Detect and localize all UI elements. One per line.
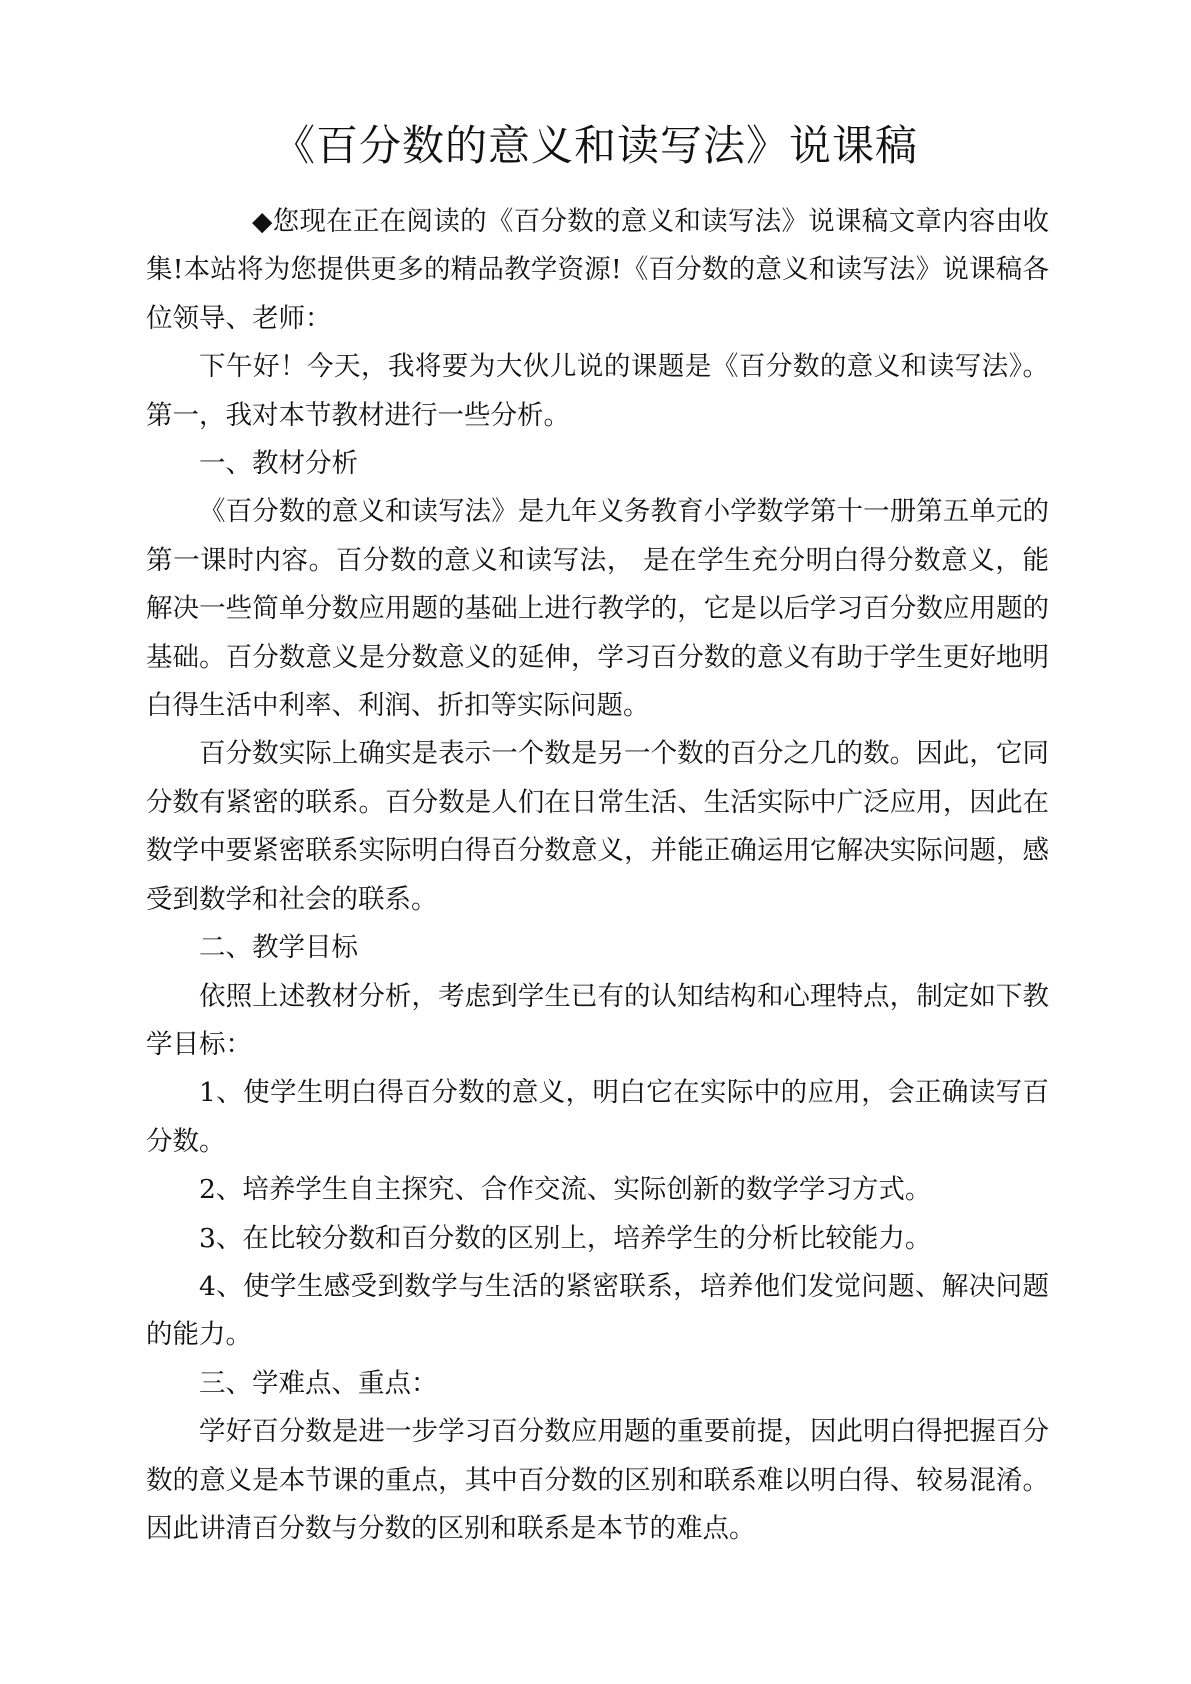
goal-item: 1、使学生明白得百分数的意义，明白它在实际中的应用，会正确读写百分数。 <box>146 1077 1049 1157</box>
goal-item: 3、在比较分数和百分数的区别上，培养学生的分析比较能力。 <box>199 1222 932 1254</box>
goal-item: 2、培养学生自主探究、合作交流、实际创新的数学学习方式。 <box>199 1174 932 1206</box>
body-paragraph: 百分数实际上确实是表示一个数是另一个数的百分之几的数。因此，它同分数有紧密的联系。百分数是人们在日常生活、生活实际中广泛应用，因此在数学中要紧密联系实际明白得百分数意义，并能正确运用它解决实际问题，感受到数学和社会的联系。 <box>146 738 1049 915</box>
greeting-paragraph: 下午好！今天，我将要为大伙儿说的课题是《百分数的意义和读写法》。第一，我对本节教材进行一些分析。 <box>146 351 1049 431</box>
body-paragraph: 《百分数的意义和读写法》是九年义务教育小学数学第十一册第五单元的第一课时内容。百分数的意义和读写法， 是在学生充分明白得分数意义，能解决一些简单分数应用题的基础上进行教学的，它是以后学习百分数应用题的基础。百分数意义是分数意义的延伸，学习百分数的意义有助于学生更好地明白得生活中利率、利润、折扣等实际问题。 <box>146 496 1049 722</box>
section-heading-material-analysis: 一、教材分析 <box>199 448 358 480</box>
intro-paragraph: ◆您现在正在阅读的《百分数的意义和读写法》说课稿文章内容由收集!本站将为您提供更多的精品教学资源!《百分数的意义和读写法》说课稿各位领导、老师： <box>146 206 1049 334</box>
goal-item: 4、使学生感受到数学与生活的紧密联系，培养他们发觉问题、解决问题的能力。 <box>146 1270 1049 1351</box>
section-heading-teaching-goals: 二、教学目标 <box>199 932 358 964</box>
body-paragraph: 依照上述教材分析，考虑到学生已有的认知结构和心理特点，制定如下教学目标： <box>146 980 1049 1060</box>
document-title: 《百分数的意义和读写法》说课稿 <box>272 121 918 170</box>
document-body <box>146 198 1049 1553</box>
section-heading-key-points: 三、学难点、重点： <box>199 1367 438 1399</box>
body-paragraph: 学好百分数是进一步学习百分数应用题的重要前提，因此明白得把握百分数的意义是本节课的重点，其中百分数的区别和联系难以明白得、较易混淆。因此讲清百分数与分数的区别和联系是本节的难点。 <box>146 1416 1049 1544</box>
